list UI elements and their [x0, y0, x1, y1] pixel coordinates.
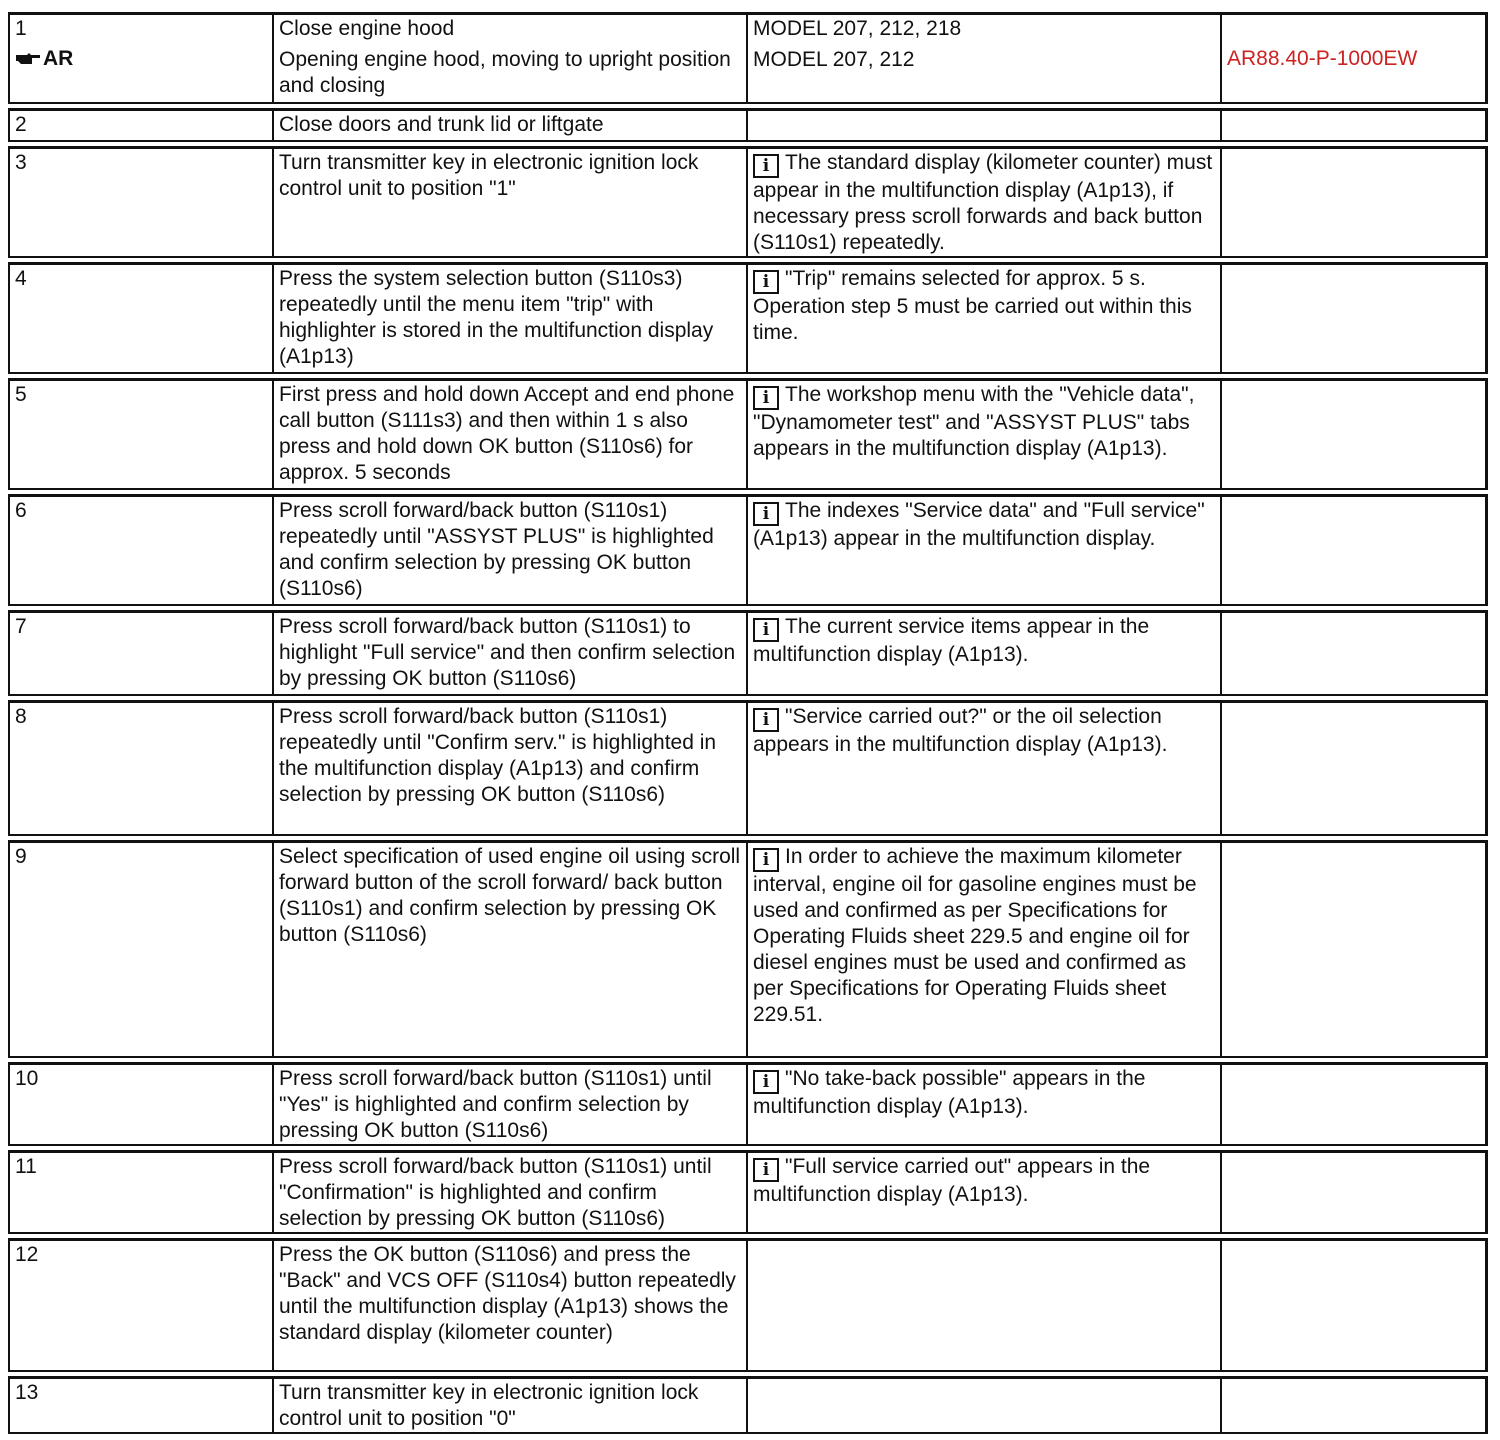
note-cell: [746, 262, 1220, 374]
note-cell: [746, 1062, 1220, 1146]
step-number-cell: [8, 1150, 272, 1234]
note-cell: [746, 108, 1220, 142]
step-number-cell: [8, 1238, 272, 1372]
table-row: [8, 1238, 1488, 1372]
action-text: Press scroll forward/back button (S110s1) until "Confirmation" is highlighted and confirm selection by pressing OK button (S110s6): [279, 1155, 712, 1230]
table-row: [8, 146, 1488, 258]
reference-link[interactable]: AR88.40-P-1000EW: [1227, 47, 1418, 70]
note-cell: [746, 12, 1220, 104]
action-text: Press scroll forward/back button (S110s1) until "Yes" is highlighted and confirm selection by pressing OK button (S110s6): [279, 1067, 712, 1142]
action-text: Press scroll forward/back button (S110s1) repeatedly until "Confirm serv." is highlighted in the multifunction display (A1p13) and confirm selection by pressing OK button (S110s6): [279, 705, 717, 806]
reference-cell: [1220, 1238, 1488, 1372]
info-icon: i: [753, 708, 779, 732]
reference-cell: [1220, 12, 1488, 104]
note-cell: [746, 610, 1220, 696]
model-text: MODEL 207, 212: [753, 48, 915, 71]
table-row: [8, 108, 1488, 142]
table-row: [8, 610, 1488, 696]
note-cell: [746, 494, 1220, 606]
action-cell: [272, 1062, 746, 1146]
step-number: 11: [15, 1155, 37, 1178]
step-number-cell: [8, 108, 272, 142]
step-number: 5: [15, 383, 27, 406]
step-number: 7: [15, 615, 27, 638]
action-cell: [272, 108, 746, 142]
note-cell: [746, 146, 1220, 258]
action-cell: [272, 610, 746, 696]
action-cell: [272, 840, 746, 1058]
ar-reference-marker: [15, 46, 267, 72]
note-cell: [746, 378, 1220, 490]
action-text: First press and hold down Accept and end phone call button (S111s3) and then within 1 s also press and hold down OK button (S110s6) for approx. 5 seconds: [279, 383, 735, 484]
action-text: Turn transmitter key in electronic ignition lock control unit to position "0": [279, 1381, 699, 1430]
step-number: 12: [15, 1243, 39, 1266]
action-text: Press scroll forward/back button (S110s1) to highlight "Full service" and then confirm selection by pressing OK button (S110s6): [279, 615, 736, 690]
step-number-cell: [8, 262, 272, 374]
info-icon: i: [753, 270, 779, 294]
table-row: [8, 378, 1488, 490]
note-text: "Service carried out?" or the oil selection appears in the multifunction display (A1p13).: [753, 705, 1168, 756]
reference-cell: [1220, 378, 1488, 490]
info-icon: i: [753, 618, 779, 642]
reference-cell: [1220, 146, 1488, 258]
step-number: 6: [15, 499, 27, 522]
note-text: The standard display (kilometer counter) must appear in the multifunction display (A1p13), if necessary press scroll forwards and back button (S110s1) repeatedly.: [753, 151, 1213, 254]
table-row: [8, 1150, 1488, 1234]
note-cell: [746, 700, 1220, 836]
step-number: 13: [15, 1381, 39, 1404]
action-text: Turn transmitter key in electronic ignition lock control unit to position "1": [279, 151, 699, 200]
action-text: Press scroll forward/back button (S110s1) repeatedly until "ASSYST PLUS" is highlighted and confirm selection by pressing OK button (S110s6): [279, 499, 714, 600]
reference-cell: [1220, 610, 1488, 696]
action-cell: [272, 378, 746, 490]
action-cell: [272, 494, 746, 606]
note-text: The workshop menu with the "Vehicle data", "Dynamometer test" and "ASSYST PLUS" tabs appears in the multifunction display (A1p13).: [753, 383, 1195, 460]
action-text: Press the system selection button (S110s3) repeatedly until the menu item "trip" with highlighter is stored in the multifunction display (A1p13): [279, 267, 714, 368]
table-row: [8, 840, 1488, 1058]
note-cell: [746, 1150, 1220, 1234]
step-number-cell: [8, 378, 272, 490]
table-row: [8, 494, 1488, 606]
info-icon: i: [753, 1070, 779, 1094]
action-cell: [272, 1238, 746, 1372]
action-text: Close engine hood: [279, 17, 455, 40]
action-cell: [272, 1376, 746, 1434]
action-cell: [272, 700, 746, 836]
step-number-cell: [8, 146, 272, 258]
ar-label: AR: [43, 47, 74, 70]
action-subtext: Opening engine hood, moving to upright position and closing: [279, 48, 731, 97]
step-number-cell: [8, 1062, 272, 1146]
note-text: "Trip" remains selected for approx. 5 s. Operation step 5 must be carried out within this time.: [753, 267, 1192, 344]
action-cell: [272, 12, 746, 104]
step-number-cell: [8, 494, 272, 606]
step-number-cell: [8, 700, 272, 836]
model-text: MODEL 207, 212, 218: [753, 17, 962, 40]
pointing-hand-icon: [15, 51, 41, 67]
step-number-cell: [8, 840, 272, 1058]
reference-cell: [1220, 262, 1488, 374]
step-number: 3: [15, 151, 27, 174]
note-text: The indexes "Service data" and "Full service" (A1p13) appear in the multifunction display.: [753, 499, 1205, 550]
table-row: [8, 700, 1488, 836]
note-cell: [746, 1376, 1220, 1434]
info-icon: i: [753, 386, 779, 410]
note-text: "Full service carried out" appears in the multifunction display (A1p13).: [753, 1155, 1151, 1206]
step-number: 9: [15, 845, 27, 868]
step-number-cell: [8, 1376, 272, 1434]
step-number: 8: [15, 705, 27, 728]
action-text: Select specification of used engine oil using scroll forward button of the scroll forward/ back button (S110s1) and confirm selection by pressing OK button (S110s6): [279, 845, 741, 946]
action-cell: [272, 1150, 746, 1234]
action-text: Close doors and trunk lid or liftgate: [279, 113, 604, 136]
info-icon: i: [753, 154, 779, 178]
note-cell: [746, 840, 1220, 1058]
info-icon: i: [753, 848, 779, 872]
info-icon: i: [753, 1158, 779, 1182]
table-row: [8, 1062, 1488, 1146]
procedure-table: [8, 8, 1488, 1438]
reference-cell: [1220, 1150, 1488, 1234]
action-cell: [272, 146, 746, 258]
reference-cell: [1220, 700, 1488, 836]
reference-cell: [1220, 494, 1488, 606]
step-number: 2: [15, 113, 27, 136]
table-row: [8, 12, 1488, 104]
note-text: The current service items appear in the multifunction display (A1p13).: [753, 615, 1150, 666]
note-text: In order to achieve the maximum kilometer interval, engine oil for gasoline engines must be used and confirmed as per Specifications for Operating Fluids sheet 229.5 and engine oil for diesel engines must be used and confirmed as per Specifications for Operating Fluids sheet 229.51.: [753, 845, 1197, 1026]
step-number: 1: [15, 17, 27, 40]
note-cell: [746, 1238, 1220, 1372]
table-row: [8, 262, 1488, 374]
step-number: 10: [15, 1067, 39, 1090]
reference-cell: [1220, 108, 1488, 142]
step-number-cell: [8, 610, 272, 696]
info-icon: i: [753, 502, 779, 526]
reference-cell: [1220, 1062, 1488, 1146]
action-text: Press the OK button (S110s6) and press the "Back" and VCS OFF (S110s4) button repeatedly until the multifunction display (A1p13) shows the standard display (kilometer counter): [279, 1243, 736, 1344]
reference-cell: [1220, 840, 1488, 1058]
table-row: [8, 1376, 1488, 1434]
action-cell: [272, 262, 746, 374]
step-number: 4: [15, 267, 27, 290]
reference-cell: [1220, 1376, 1488, 1434]
step-number-cell: [8, 12, 272, 104]
note-text: "No take-back possible" appears in the multifunction display (A1p13).: [753, 1067, 1146, 1118]
